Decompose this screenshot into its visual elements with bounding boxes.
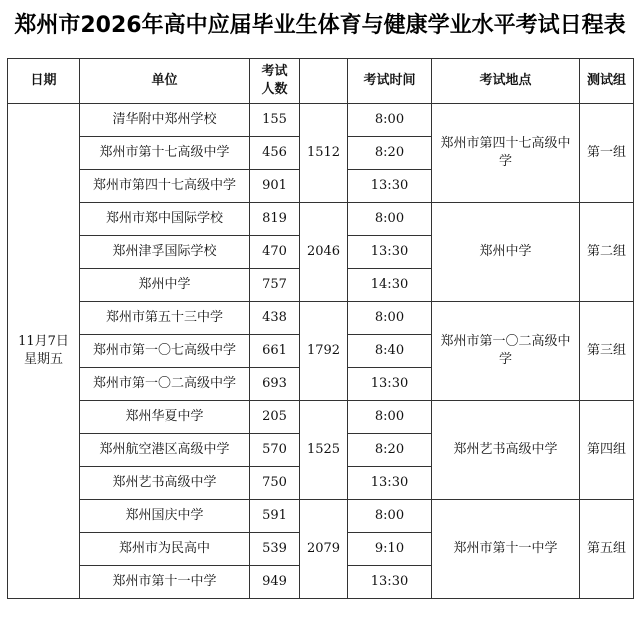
header-row [8,59,634,104]
location-cell: 郑州市第一〇二高级中学 [432,302,580,401]
table-row [8,401,634,434]
unit-cell: 郑州市为民高中 [80,533,250,566]
total-cell: 2046 [300,203,348,302]
time-cell: 8:00 [348,104,432,137]
total-cell: 1792 [300,302,348,401]
time-cell: 13:30 [348,368,432,401]
count-cell: 661 [250,335,300,368]
header-location: 考试地点 [432,59,580,104]
table-row [8,104,634,137]
time-cell: 13:30 [348,236,432,269]
time-cell: 8:40 [348,335,432,368]
location-cell: 郑州市第十一中学 [432,500,580,599]
location-cell: 郑州艺书高级中学 [432,401,580,500]
count-cell: 205 [250,401,300,434]
header-date: 日期 [8,59,80,104]
group-cell: 第二组 [580,203,634,302]
count-cell: 901 [250,170,300,203]
location-cell: 郑州市第四十七高级中学 [432,104,580,203]
time-cell: 8:00 [348,500,432,533]
count-cell: 539 [250,533,300,566]
schedule-table [7,58,634,599]
time-cell: 14:30 [348,269,432,302]
group-cell: 第四组 [580,401,634,500]
group-cell: 第五组 [580,500,634,599]
unit-cell: 郑州市第十七高级中学 [80,137,250,170]
time-cell: 13:30 [348,566,432,599]
time-cell: 13:30 [348,467,432,500]
count-cell: 155 [250,104,300,137]
table-row [8,302,634,335]
count-cell: 591 [250,500,300,533]
count-cell: 949 [250,566,300,599]
time-cell: 8:20 [348,434,432,467]
unit-cell: 郑州市第四十七高级中学 [80,170,250,203]
count-cell: 470 [250,236,300,269]
unit-cell: 郑州市第一〇七高级中学 [80,335,250,368]
date-line1: 11月7日 [18,334,69,350]
count-cell: 438 [250,302,300,335]
header-group: 测试组 [580,59,634,104]
unit-cell: 郑州华夏中学 [80,401,250,434]
unit-cell: 郑州市第五十三中学 [80,302,250,335]
time-cell: 8:00 [348,203,432,236]
unit-cell: 郑州津孚国际学校 [80,236,250,269]
page-title: 郑州市2026年高中应届毕业生体育与健康学业水平考试日程表 [14,13,626,38]
group-cell: 第一组 [580,104,634,203]
table-row [8,500,634,533]
count-cell: 757 [250,269,300,302]
total-cell: 1512 [300,104,348,203]
total-cell: 2079 [300,500,348,599]
time-cell: 9:10 [348,533,432,566]
unit-cell: 郑州国庆中学 [80,500,250,533]
count-cell: 456 [250,137,300,170]
unit-cell: 清华附中郑州学校 [80,104,250,137]
unit-cell: 郑州中学 [80,269,250,302]
header-unit: 单位 [80,59,250,104]
date-cell [8,104,80,599]
unit-cell: 郑州市第十一中学 [80,566,250,599]
total-cell: 1525 [300,401,348,500]
unit-cell: 郑州市第一〇二高级中学 [80,368,250,401]
time-cell: 8:20 [348,137,432,170]
count-cell: 570 [250,434,300,467]
location-cell: 郑州中学 [432,203,580,302]
time-cell: 8:00 [348,401,432,434]
unit-cell: 郑州航空港区高级中学 [80,434,250,467]
count-cell: 693 [250,368,300,401]
header-time: 考试时间 [348,59,432,104]
count-cell: 819 [250,203,300,236]
group-cell: 第三组 [580,302,634,401]
table-row [8,203,634,236]
time-cell: 13:30 [348,170,432,203]
header-count: 考试人数 [250,59,300,104]
unit-cell: 郑州艺书高级中学 [80,467,250,500]
header-total [300,59,348,104]
time-cell: 8:00 [348,302,432,335]
unit-cell: 郑州市郑中国际学校 [80,203,250,236]
count-cell: 750 [250,467,300,500]
date-line2: 星期五 [23,352,63,367]
